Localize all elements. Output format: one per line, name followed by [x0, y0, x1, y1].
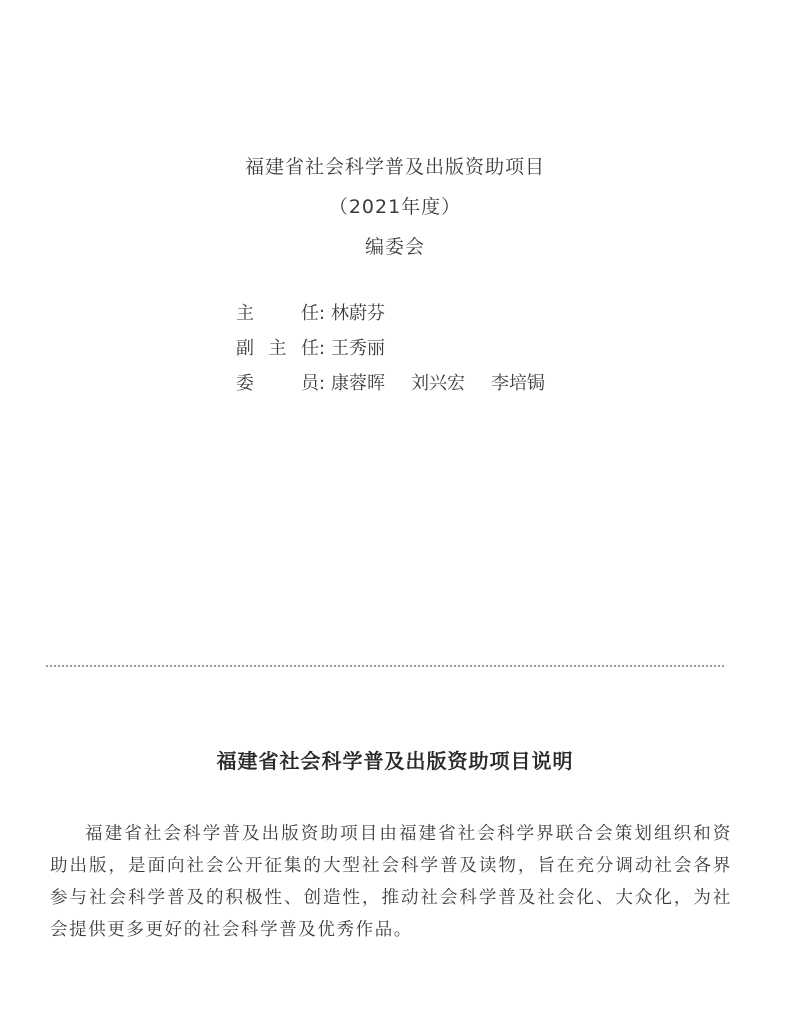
- roster-row-members: [236, 366, 571, 401]
- member-name: 李培锔: [491, 373, 545, 394]
- role-separator: :: [319, 373, 326, 394]
- explanation-body: 福建省社会科学普及出版资助项目由福建省社会科学界联合会策划组织和资助出版，是面向社会公开征集的大型社会科学普及读物，旨在充分调动社会各界参与社会科学普及的积极性、创造性，推动社会科学普及社会化、大众化，为社会提供更多更好的社会科学普及优秀作品。: [50, 823, 732, 940]
- dotted-divider: [46, 665, 724, 667]
- role-label: 委员: [236, 373, 319, 394]
- series-year: （2021年度）: [328, 196, 462, 218]
- committee-roster: [236, 296, 571, 401]
- role-label: 主任: [236, 303, 319, 324]
- role-label: 副主任: [236, 338, 319, 359]
- member-name: 刘兴宏: [411, 373, 465, 394]
- explanation-title: 福建省社会科学普及出版资助项目说明: [216, 749, 574, 773]
- member-name: 康蓉晖: [331, 373, 385, 394]
- role-separator: :: [319, 303, 326, 324]
- member-name: 王秀丽: [331, 338, 385, 359]
- roster-row-deputy-director: [236, 331, 571, 366]
- member-name: 林蔚芬: [331, 303, 385, 324]
- series-title: 福建省社会科学普及出版资助项目: [244, 156, 545, 178]
- role-separator: :: [319, 338, 326, 359]
- roster-row-director: [236, 296, 571, 331]
- committee-heading: 编委会: [364, 236, 425, 258]
